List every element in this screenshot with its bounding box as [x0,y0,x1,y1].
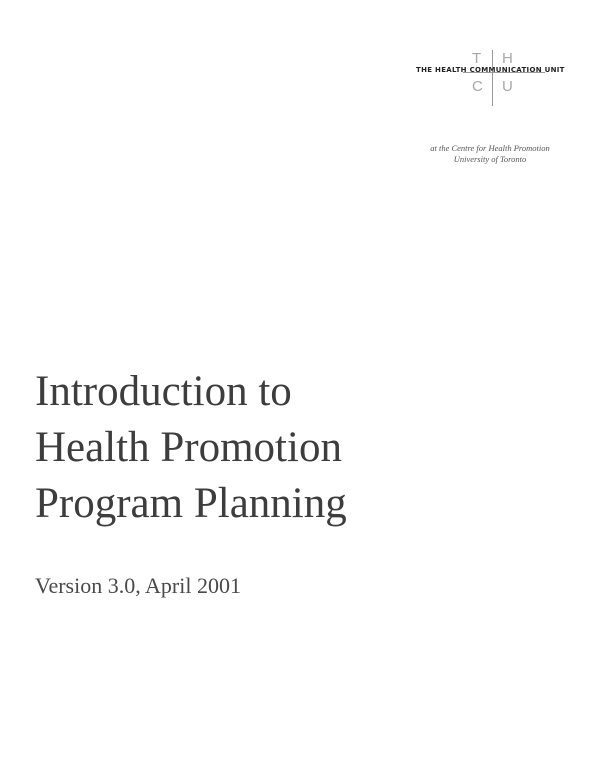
logo-letter-c: C [472,78,483,95]
affiliation-centre: at the Centre for Health Promotion [430,143,550,153]
logo-unit-name: THE HEALTH COMMUNICATION UNIT [416,66,565,74]
title-line-3: Program Planning [35,480,347,527]
affiliation [400,143,580,165]
affiliation-university: University of Toronto [453,154,527,164]
logo-letter-h: H [502,50,513,67]
document-title [35,364,347,532]
logo-letter-t: T [472,50,482,67]
logo-vertical-rule [492,50,493,106]
version-info: Version 3.0, April 2001 [35,573,241,598]
thcu-logo [405,40,565,110]
title-line-2: Health Promotion [35,424,342,471]
title-line-1: Introduction to [35,368,292,415]
logo-letter-u: U [502,78,513,95]
